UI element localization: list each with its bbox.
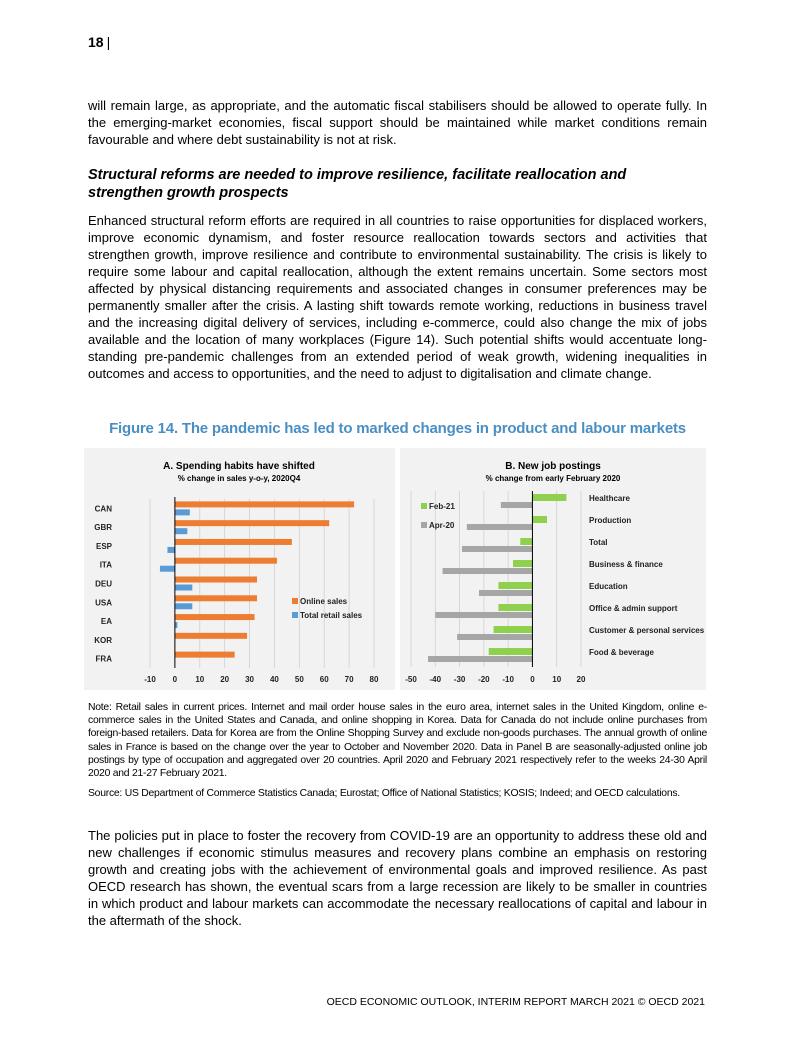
category-label: Healthcare — [589, 494, 630, 503]
category-label: Customer & personal services — [589, 626, 705, 635]
panel-a-svg — [84, 448, 395, 690]
bar-feb-21 — [494, 626, 533, 633]
bar-apr-20 — [428, 656, 532, 662]
bar-online-sales — [175, 633, 247, 639]
x-tick-label: -30 — [453, 675, 466, 684]
paragraph-structural-reforms: Enhanced structural reform efforts are required in all countries to raise opportunities for displaced workers, improve economic dynamism, and foster resource reallocation towards sectors and activities that strengthen growth, improve resilience and contribute to environmental sustainability. The crisis is likely to require some labour and capital reallocation, although the extent remains uncertain. Some sectors most affected by physical distancing requirements and associated changes in consumer preferences may be permanently smaller after the crisis. A lasting shift towards remote working, reductions in business travel and the increasing digital delivery of services, including e-commerce, could also change the mix of jobs available and the location of many workplaces (Figure 14). Such potential shifts would accentuate long-standing pre-pandemic challenges from an extended period of weak growth, widening inequalities in outcomes and access to opportunities, and the need to adjust to digitalisation and climate change. — [88, 213, 707, 381]
legend-label-total: Total retail sales — [300, 611, 363, 620]
bar-online-sales — [175, 520, 329, 526]
x-tick-label: 20 — [576, 675, 586, 684]
bar-apr-20 — [467, 524, 533, 530]
paragraph-fiscal: will remain large, as appropriate, and the automatic fiscal stabilisers should be allowed to operate fully. In the emerging-market economies, fiscal support should be maintained while market conditions remain favourable and where debt sustainability is not at risk. — [88, 98, 707, 147]
category-label: CAN — [94, 504, 112, 514]
bar-feb-21 — [498, 604, 532, 611]
category-label: ESP — [95, 541, 112, 551]
page-footer: OECD ECONOMIC OUTLOOK, INTERIM REPORT MARCH 2021 © OECD 2021 — [326, 996, 705, 1008]
category-label: Food & beverage — [589, 648, 654, 657]
x-tick-label: 30 — [245, 675, 255, 684]
category-label: KOR — [94, 635, 112, 645]
category-label: GBR — [94, 523, 112, 533]
category-label: Business & finance — [589, 560, 663, 569]
bar-online-sales — [175, 595, 257, 601]
bar-total-retail-sales — [167, 547, 174, 553]
bar-online-sales — [175, 652, 235, 658]
bar-online-sales — [175, 577, 257, 583]
x-tick-label: 60 — [319, 675, 329, 684]
page-number-separator: | — [106, 34, 111, 50]
panel-b-subtitle: % change from early February 2020 — [485, 474, 621, 483]
x-tick-label: -50 — [405, 675, 417, 684]
category-label: USA — [95, 598, 112, 608]
bar-online-sales — [175, 501, 354, 507]
panel-a-chart — [84, 448, 395, 690]
x-tick-label: 80 — [369, 675, 379, 684]
x-tick-label: 0 — [172, 675, 178, 684]
category-label: Education — [589, 582, 628, 591]
legend-label-online: Online sales — [300, 597, 348, 606]
x-tick-label: 10 — [552, 675, 562, 684]
bar-feb-21 — [498, 582, 532, 589]
bar-total-retail-sales — [175, 603, 192, 609]
bar-feb-21 — [532, 516, 547, 523]
x-tick-label: -10 — [502, 675, 514, 684]
x-tick-label: 10 — [195, 675, 205, 684]
category-label: Office & admin support — [589, 604, 678, 613]
category-label: DEU — [95, 579, 112, 589]
bar-apr-20 — [462, 546, 532, 552]
category-label: FRA — [95, 654, 112, 664]
legend-label-apr-20: Apr-20 — [429, 521, 455, 530]
panel-b-title: B. New job postings — [505, 461, 601, 472]
figure-title: Figure 14. The pandemic has led to marked changes in product and labour markets — [109, 420, 686, 437]
panel-b-chart — [400, 448, 706, 690]
bar-online-sales — [175, 539, 292, 545]
panel-a-title: A. Spending habits have shifted — [163, 461, 315, 472]
page-number: 18 | — [88, 34, 111, 50]
legend-label-feb-21: Feb-21 — [429, 502, 455, 511]
x-tick-label: 20 — [220, 675, 230, 684]
panel-a-subtitle: % change in sales y-o-y, 2020Q4 — [177, 474, 301, 483]
legend-swatch-apr-20 — [421, 522, 427, 528]
category-label: ITA — [99, 560, 112, 570]
x-tick-label: 70 — [344, 675, 354, 684]
legend-swatch-online — [292, 598, 298, 604]
bar-online-sales — [175, 558, 277, 564]
bar-feb-21 — [489, 648, 533, 655]
figure-source: Source: US Department of Commerce Statistics Canada; Eurostat; Office of National Statistics; KOSIS; Indeed; and OECD calculations. — [88, 788, 680, 799]
bar-online-sales — [175, 614, 255, 620]
bar-feb-21 — [520, 538, 532, 545]
bar-feb-21 — [513, 560, 532, 567]
category-label: Total — [589, 538, 608, 547]
x-tick-label: -20 — [478, 675, 490, 684]
bar-apr-20 — [479, 590, 532, 596]
bar-total-retail-sales — [175, 509, 190, 515]
x-tick-label: -40 — [429, 675, 442, 684]
bar-feb-21 — [532, 494, 566, 501]
legend-swatch-feb-21 — [421, 503, 427, 509]
bar-total-retail-sales — [160, 566, 175, 572]
paragraph-policies: The policies put in place to foster the recovery from COVID-19 are an opportunity to address these old and new challenges if economic stimulus measures and recovery plans combine an emphasis on restoring growth and creating jobs with the achievement of environmental goals and improved resilience. As past OECD research has shown, the eventual scars from a large recession are likely to be smaller in countries in which product and labour markets can accommodate the necessary reallocations of capital and labour in the aftermath of the shock. — [88, 828, 707, 928]
x-tick-label: -10 — [144, 675, 156, 684]
section-heading: Structural reforms are needed to improve resilience, facilitate reallocation and strengthen growth prospects — [88, 167, 627, 201]
category-label: Production — [589, 516, 632, 525]
category-label: EA — [100, 617, 112, 627]
bar-apr-20 — [457, 634, 532, 640]
bar-total-retail-sales — [175, 585, 192, 591]
bar-total-retail-sales — [175, 528, 187, 534]
x-tick-label: 40 — [269, 675, 279, 684]
bar-apr-20 — [501, 502, 533, 508]
x-tick-label: 0 — [530, 675, 535, 684]
bar-apr-20 — [443, 568, 533, 574]
panel-b-svg — [400, 448, 706, 690]
bar-apr-20 — [435, 612, 532, 618]
figure-note: Note: Retail sales in current prices. Internet and mail order house sales in the euro area, internet sales in the United Kingdom, online e-commerce sales in the United States and Canada, and online shopping in Korea. Data for Canada do not include online purchases from foreign-based retailers. Data for Korea are from the Online Shopping Survey and exclude non-goods purchases. The annual growth of online sales in France is based on the change over the year to October and November 2020. Data in Panel B are seasonally-adjusted online job postings by type of occupation and aggregated over 20 countries. April 2020 and February 2021 respectively refer to the weeks 24-30 April 2020 and 21-27 February 2021. — [88, 702, 707, 780]
legend-swatch-total — [292, 612, 298, 618]
x-tick-label: 50 — [294, 675, 304, 684]
